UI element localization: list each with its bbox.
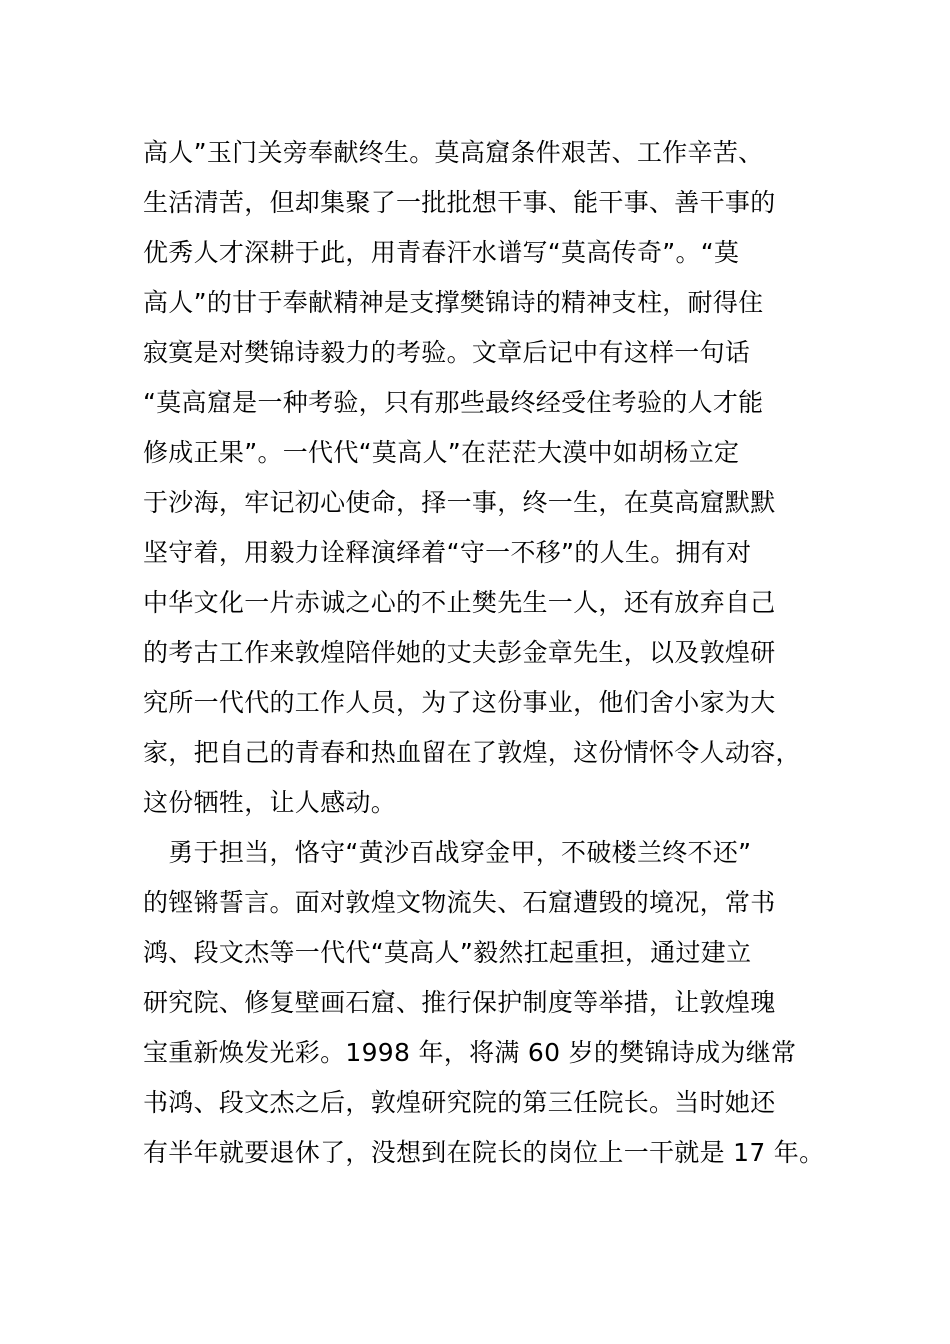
text-line: 这份牺牲，让人感动。 [143, 788, 397, 817]
text-line: 修成正果”。一代代“莫高人”在茫茫大漠中如胡杨立定 [143, 438, 740, 467]
text-line: 家，把自己的青春和热血留在了敦煌，这份情怀令人动容， [143, 738, 801, 767]
body-text [143, 128, 843, 1178]
text-line: 的考古工作来敦煌陪伴她的丈夫彭金章先生，以及敦煌研 [143, 638, 776, 667]
text-line: 高人”玉门关旁奉献终生。莫高窟条件艰苦、工作辛苦、 [143, 138, 764, 167]
text-line: 生活清苦，但却集聚了一批批想干事、能干事、善干事的 [143, 188, 776, 217]
text-line: 于沙海，牢记初心使命，择一事，终一生，在莫高窟默默 [143, 488, 776, 517]
text-line: 研究院、修复壁画石窟、推行保护制度等举措，让敦煌瑰 [143, 988, 776, 1017]
text-line: “莫高窟是一种考验，只有那些最终经受住考验的人才能 [143, 388, 764, 417]
text-line: 宝重新焕发光彩。1998 年，将满 60 岁的樊锦诗成为继常 [143, 1038, 797, 1067]
text-line: 中华文化一片赤诚之心的不止樊先生一人，还有放弃自己 [143, 588, 776, 617]
text-line: 的铿锵誓言。面对敦煌文物流失、石窟遭毁的境况，常书 [143, 888, 776, 917]
text-line: 寂寞是对樊锦诗毅力的考验。文章后记中有这样一句话 [143, 338, 751, 367]
text-line: 有半年就要退休了，没想到在院长的岗位上一干就是 17 年。 [143, 1138, 825, 1167]
paragraph-start-line: 勇于担当，恪守“黄沙百战穿金甲，不破楼兰终不还” [143, 838, 752, 867]
text-line: 究所一代代的工作人员，为了这份事业，他们舍小家为大 [143, 688, 776, 717]
text-line: 优秀人才深耕于此，用青春汗水谱写“莫高传奇”。“莫 [143, 238, 740, 267]
text-line: 书鸿、段文杰之后，敦煌研究院的第三任院长。当时她还 [143, 1088, 776, 1117]
text-line: 坚守着，用毅力诠释演绎着“守一不移”的人生。拥有对 [143, 538, 752, 567]
text-line: 鸿、段文杰等一代代“莫高人”毅然扛起重担，通过建立 [143, 938, 752, 967]
text-line: 高人”的甘于奉献精神是支撑樊锦诗的精神支柱，耐得住 [143, 288, 764, 317]
